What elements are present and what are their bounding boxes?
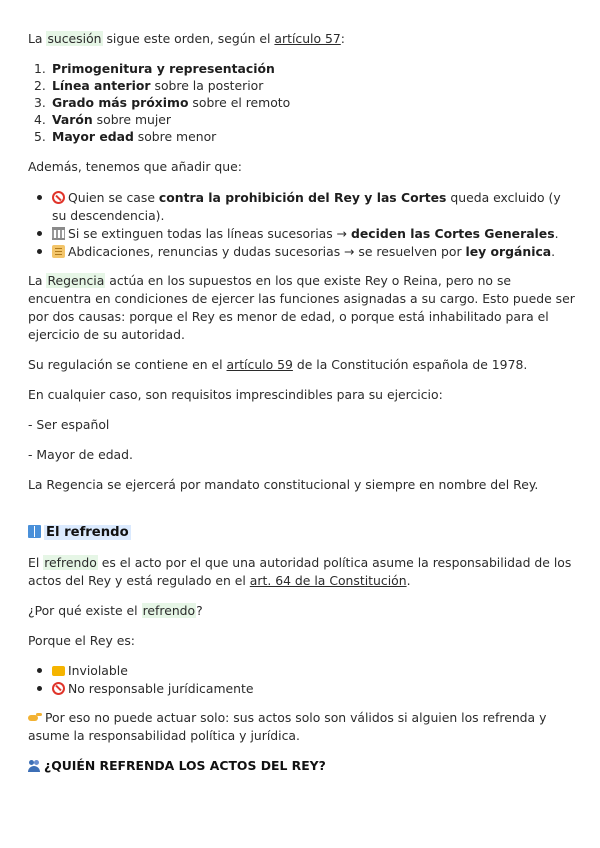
article-57-link[interactable]: artículo 57 (274, 31, 341, 46)
refrendo-heading: El refrendo (28, 523, 576, 542)
mandato-text: La Regencia se ejercerá por mandato constitucional y siempre en nombre del Rey. (28, 477, 539, 492)
term-sucesion: sucesión (47, 31, 102, 46)
classical-building-icon (52, 227, 65, 240)
people-icon (28, 759, 41, 772)
document-page (28, 28, 576, 775)
list-item: 2. Línea anterior sobre la posterior (34, 78, 264, 93)
article-59-link[interactable]: artículo 59 (226, 357, 293, 372)
regencia-paragraph: La Regencia actúa en los supuestos en los que existe Rey o Reina, pero no se encuentra en condiciones de ejercer las funciones asignadas a su cargo. Esto puede ser por dos causas: porque el Rey es menor de edad, o porque está inhabilitado para el ejercicio de su autoridad. (28, 273, 575, 342)
list-item: No responsable jurídicamente (28, 680, 576, 698)
list-item: Si se extinguen todas las líneas sucesorias → deciden las Cortes Generales. (28, 225, 576, 243)
requisitos-text: En cualquier caso, son requisitos imprescindibles para su ejercicio: (28, 387, 443, 402)
quien-refrenda-heading: ¿QUIÉN REFRENDA LOS ACTOS DEL REY? (28, 757, 576, 775)
scroll-icon (52, 245, 65, 258)
conclusion-paragraph: Por eso no puede actuar solo: sus actos solo son válidos si alguien los refrenda y asume la responsabilidad política y jurídica. (28, 710, 547, 743)
crown-icon (52, 666, 65, 676)
conditions-list (28, 189, 576, 260)
requisito-espanol: - Ser español (28, 417, 110, 432)
intro-paragraph: La sucesión sigue este orden, según el artículo 57: (28, 31, 345, 46)
pregunta-refrendo: ¿Por qué existe el refrendo? (28, 603, 203, 618)
pointing-hand-icon (28, 711, 42, 724)
refrendo-definition: El refrendo es el acto por el que una autoridad política asume la responsabilidad de los actos del Rey y está regulado en el art. 64 de la Constitución. (28, 555, 572, 588)
ademas-text: Además, tenemos que añadir que: (28, 159, 242, 174)
list-item: Abdicaciones, renuncias y dudas sucesorias → se resuelven por ley orgánica. (28, 243, 576, 261)
list-item: 1. Primogenitura y representación (34, 61, 275, 76)
succession-order-list (28, 60, 576, 145)
term-regencia: Regencia (47, 273, 105, 288)
list-item: 3. Grado más próximo sobre el remoto (34, 95, 291, 110)
no-entry-icon (52, 191, 65, 204)
open-book-icon (28, 525, 41, 538)
term-refrendo: refrendo (142, 603, 196, 618)
porque-text: Porque el Rey es: (28, 633, 135, 648)
list-item: Quien se case contra la prohibición del Rey y las Cortes queda excluido (y su descendencia). (28, 189, 576, 224)
list-item: 5. Mayor edad sobre menor (34, 129, 217, 144)
requisito-mayor-edad: - Mayor de edad. (28, 447, 133, 462)
no-entry-icon (52, 682, 65, 695)
list-item: 4. Varón sobre mujer (34, 112, 172, 127)
rey-attributes-list (28, 662, 576, 697)
term-refrendo: refrendo (44, 555, 97, 570)
list-item: Inviolable (28, 662, 576, 680)
article-64-link[interactable]: art. 64 de la Constitución (249, 573, 407, 588)
regulacion-paragraph: Su regulación se contiene en el artículo 59 de la Constitución española de 1978. (28, 357, 528, 372)
